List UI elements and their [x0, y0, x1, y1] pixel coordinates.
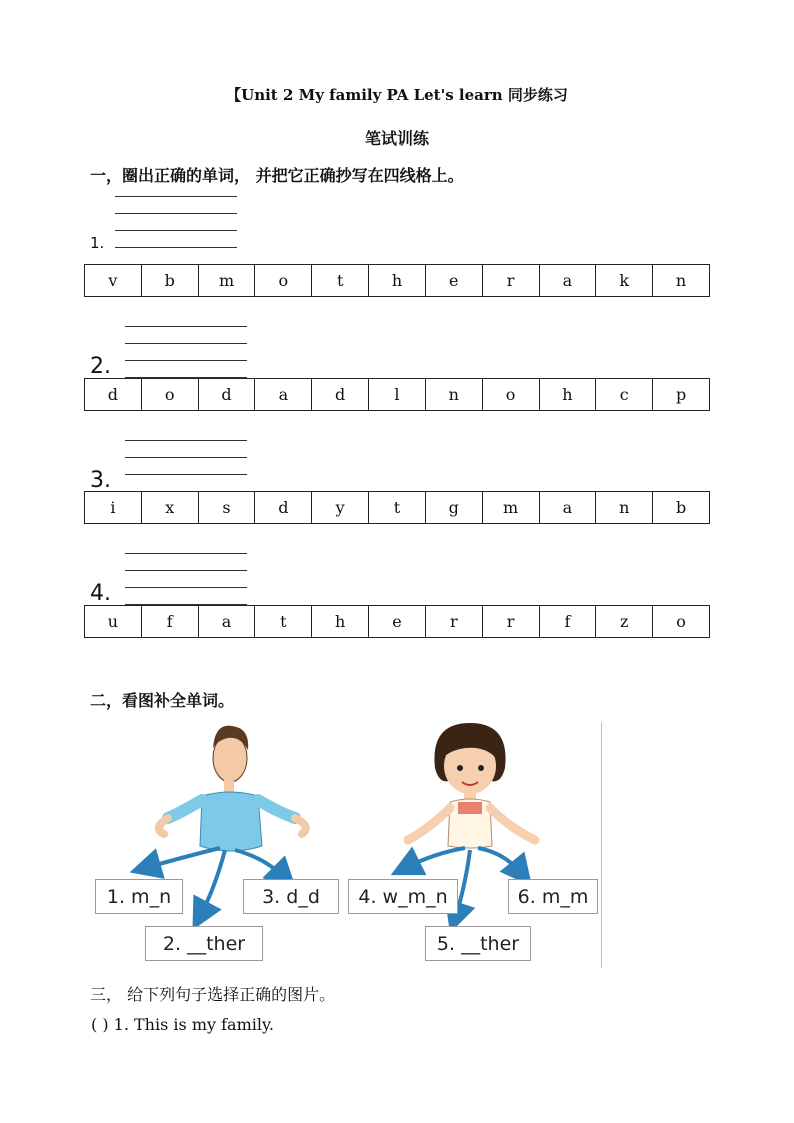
word-box: 1. m_n	[95, 879, 183, 914]
letter-cell: f	[539, 606, 596, 638]
letter-grid	[84, 491, 710, 524]
four-line-grid	[115, 196, 237, 264]
letter-cell: o	[255, 265, 312, 297]
divider-line	[601, 722, 602, 968]
letter-cell: o	[482, 379, 539, 411]
letter-cell: a	[539, 265, 596, 297]
letter-cell: d	[198, 379, 255, 411]
word-box: 3. d_d	[243, 879, 339, 914]
letter-cell: e	[425, 265, 482, 297]
letter-cell: m	[198, 265, 255, 297]
worksheet-title: 【Unit 2 My family PA Let's learn 同步练习	[226, 86, 568, 104]
letter-cell: r	[482, 265, 539, 297]
letter-cell: g	[425, 492, 482, 524]
man-figure	[159, 726, 306, 851]
letter-cell: b	[653, 492, 710, 524]
letter-cell: f	[141, 606, 198, 638]
letter-cell: a	[255, 379, 312, 411]
letter-cell: a	[539, 492, 596, 524]
letter-cell: h	[312, 606, 369, 638]
word-box: 4. w_m_n	[348, 879, 458, 914]
letter-cell: o	[141, 379, 198, 411]
letter-cell: i	[85, 492, 142, 524]
letter-cell: s	[198, 492, 255, 524]
letter-cell: p	[653, 379, 710, 411]
letter-cell: r	[425, 606, 482, 638]
letter-cell: d	[312, 379, 369, 411]
letter-grid	[84, 605, 710, 638]
letter-cell: t	[312, 265, 369, 297]
question-item: ( ) 1. This is my family.	[91, 1015, 274, 1034]
letter-cell: v	[85, 265, 142, 297]
word-box: 6. m_m	[508, 879, 598, 914]
letter-cell: e	[369, 606, 426, 638]
section1-heading: 一，圈出正确的单词， 并把它正确抄写在四线格上。	[90, 166, 464, 185]
woman-figure	[408, 723, 535, 848]
letter-cell: h	[369, 265, 426, 297]
row-number: 4.	[90, 581, 111, 606]
row-number: 2.	[90, 354, 111, 379]
letter-cell: n	[425, 379, 482, 411]
section2-heading: 二，看图补全单词。	[90, 691, 235, 710]
letter-cell: l	[369, 379, 426, 411]
letter-cell: r	[482, 606, 539, 638]
letter-cell: b	[141, 265, 198, 297]
letter-cell: t	[255, 606, 312, 638]
letter-cell: o	[653, 606, 710, 638]
word-box: 5. __ther	[425, 926, 531, 961]
row-number: 1.	[90, 234, 105, 252]
row-number: 3.	[90, 468, 111, 493]
letter-cell: u	[85, 606, 142, 638]
letter-cell: x	[141, 492, 198, 524]
letter-cell: z	[596, 606, 653, 638]
section3-heading: 三， 给下列句子选择正确的图片。	[90, 985, 336, 1004]
letter-cell: h	[539, 379, 596, 411]
letter-cell: y	[312, 492, 369, 524]
letter-grid	[84, 378, 710, 411]
letter-cell: n	[653, 265, 710, 297]
letter-cell: t	[369, 492, 426, 524]
letter-cell: c	[596, 379, 653, 411]
letter-cell: n	[596, 492, 653, 524]
letter-cell: d	[255, 492, 312, 524]
letter-cell: a	[198, 606, 255, 638]
letter-cell: k	[596, 265, 653, 297]
letter-grid	[84, 264, 710, 297]
letter-cell: d	[85, 379, 142, 411]
word-box: 2. __ther	[145, 926, 263, 961]
worksheet-subtitle: 笔试训练	[364, 129, 429, 148]
letter-cell: m	[482, 492, 539, 524]
